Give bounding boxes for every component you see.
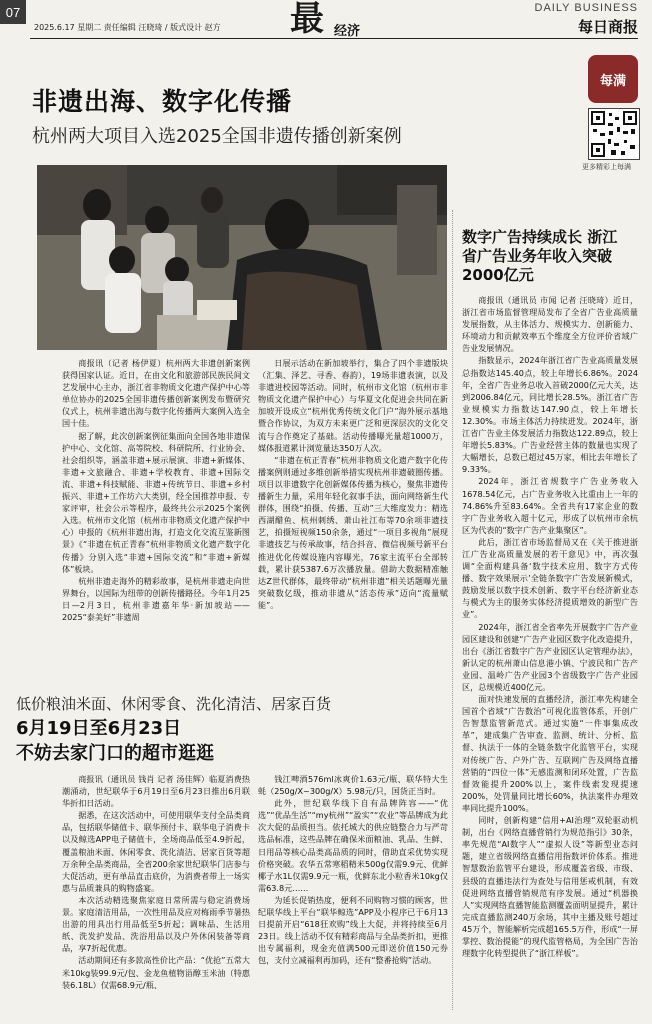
second-story-headline-line1: 6月19日至6月23日: [16, 718, 182, 739]
section-logo-zui: 最: [290, 0, 324, 39]
paragraph: 此外，世纪联华线下自有品牌阵容——“优选”“优品生活”“my杭州”“盈实”“农业”等品牌成为此次大促的品质担当。依托城大的供应链整合力与严苛选品标准，这些品牌在确保米面粮油、乳品、生鲜、日用品等核心品类高品质的同时，借助直采优势实现价格突破。农华五常寒稻精米500g仅需9.9元、优鲜椰子水1L仅需9.9元一瓶，优鲜东北小粒香米10kg仅需63.8元……: [258, 798, 448, 893]
paragraph: 日展示活动在新加坡举行，集合了四个非遗版块（汇集、泽艺、寻香、春韵），19场非遗表演，以及非遗进校园等活动。同时，杭州市文化馆（杭州市非物质文化遗产保护中心）与华夏文化促进会共同在新加坡开设成立“杭州优秀传统文化门户”海外展示基地暨合作协议，为双方未来更广泛和更深层次的文化交流与合作奠定了基础。活动传播曝光量超1000万，媒体报道累计浏览量达350万人次。: [258, 358, 448, 453]
second-story-column-2: [258, 773, 448, 1018]
paragraph: 杭州非遗走海外的精彩故事，是杭州非遗走向世界舞台，以国际为纽带的创新传播路径。今年1月25日—2月3日，杭州非遗嘉年华·新加坡站——2025“泰美好”非遗周: [62, 575, 250, 622]
paragraph: 活动期间还有多款高性价比产品：“优抢”五常大米10kg装99.9元/包、金龙鱼植物甾醇玉米油（特惠装6.18L）仅需68.9元/瓶、: [62, 955, 250, 990]
paragraph: 面对快速发展的直播经济，浙江率先构建全国首个省域“广告数治”可视化监管体系，开创广告智慧监管新范式。通过实施“一件事集成改革”，建成集广告审查、监测、统计、分析、监督、执法于一体的全链条数字化监管平台，实现对传统广告、户外广告、互联网广告及网络直播营销的“四位一体”无感监测和闭环处置，广告监督效能提升200%以上，案件线索发现提速200%，处罚量同比增长60%，执法案件办理效率同比提升100%。: [462, 694, 638, 813]
paragraph: 指数显示，2024年浙江省广告业高质量发展总指数达145.40点，较上年增长6.86%。2024年，全省广告业务总收入首破2000亿元大关，达到2006.84亿元，同比增长28.5%。浙江省广告业规模实力指数达147.90点，较上年增长12.30%。市场主体活力持续迸发。2024年，浙江省广告业主体发展活力指数达122.89点，较上年增长5.83%。广告业经营主体的数量也实现了大幅增长，总数已超过45万家，相比去年增长了9.33%。: [462, 355, 638, 475]
paragraph: 2024年，浙江省规数字广告业务收入1678.54亿元，占广告业务收入比重由上一年的74.86%升至83.64%。全省共有17家企业的数字广告业务收入超十亿元，形成了以杭州市余杭区为代表的“数字广告产业集聚区”。: [462, 476, 638, 535]
paragraph: 据悉，在这次活动中，可使用联华支付全品类商品，包括联华储值卡、联华预付卡、联华电子消费卡以及鲸选APP电子储值卡，全场商品低至4.9折起，覆盖粮油米面、休闲零食、洗化清洁、居家百货等超万余种全品类商品，全省200余家世纪联华门店参与大促活动，更有单品直击底价，为消费者带上一场实惠与品质兼具的购物盛宴。: [62, 810, 250, 893]
paragraph: 为延长促销热度，便利不同购物习惯的顾客，世纪联华线上平台“联华鲸选”APP及小程序已于6月13日提前开启“618狂欢购”线上大促，并将持续至6月23日。线上活动不仅有精彩商品与全品类折扣，更推出专属福利，现金充值满500元即送价值150元券包，支付立减福利再加码，还有“整番抢购”活动。: [258, 894, 448, 966]
qr-code-icon: [588, 108, 640, 160]
paragraph: 钱江啤酒576ml冰爽价1.63元/瓶、联华特大生蚝（250g/X~300g/X）5.98元/只，国货正当时。: [258, 774, 448, 797]
second-story-subheadline: 低价粮油米面、休闲零食、洗化清洁、居家百货: [16, 695, 332, 713]
lead-story-column-2: [258, 357, 448, 692]
paragraph: 此后，浙江省市场监督局又在《关于推进浙江广告业高质量发展的若干意见》中，再次强调“全面构建具备‘数字技术应用、数字方式传播、数字效果展示’全链条数字广告发展新模式，鼓励发展以数字技术创新、数字平台经济新业态与模式为主的服务实体经济提质增效的新型广告业”。: [462, 536, 638, 620]
paragraph: “非遗在杭正青春”杭州非物质文化遗产数字化传播案例则通过多维创新举措实现杭州非遗破圈传播。项目以非遗数字化创新媒体传播为核心，聚焦非遗传播新生力量，采用年轻化叙事手法，面向网络新生代群体，围绕“拍摄、传播、互动”三大维度发力：精选西湖醋鱼、杭州刺绣、萧山社江布等70余项非遗技艺，拍摄短视频150余条，通过“一项目多视角”展现非遗技艺与传承故事，结合抖音、微信视频号新平台推进优化传媒设施内容曝光，76家主流平台全部转载，累计获5387.6万次播放量。借助大数据精准触达Z世代群体，最终带动“杭州非遗”相关话题曝光量突破数亿级，推动非遗从“活态传承”迈向“流量赋能”。: [258, 454, 448, 610]
right-story-body: [462, 294, 638, 1002]
paragraph: 据了解，此次创新案例征集面向全国各地非遗保护中心、文化馆、高等院校、科研院所、行业协会、社会组织等，涵盖非遗+展示展演、非遗+新媒体、非遗+文旅融合、非遗+学校教育、非遗+国际交流、非遗+科技赋能、非遗+传统节日、非遗+乡村振兴、非遗+工作坊六大类别，经全国推荐申报、专家评审，社会公示等程序，最终共公示2025个案例入选。杭州市文化馆（杭州市非物质文化遗产保护中心）申报的《杭州非遗出海，打造文化交流互鉴新图景》《“非遗在杭正青春”杭州非物质文化遗产数字化传播》分别入选“非遗+国际交流”和“非遗+新媒体”板块。: [62, 430, 250, 574]
section-name: 经济: [334, 24, 361, 39]
paragraph: 同时，创新构建“信用+AI治理”双轮驱动机制，出台《网络直播营销行为规范指引》30条，率先规范“AI数字人”“虚拟人设”等新型业态问题，建立省级网络直播信用指数评价体系。推进智慧数治监管平台建设，形成覆盖省级、市级、县级的直播违法行为查处与信用惩戒机制，有效促进网络直播营销规范有序发展。通过“机器换人”实现网络直播智能监测覆盖面明显提升，累计完成直播监测240万余场，其中主播及账号超过45万个，智能解析完成超165.5万件，形成“一屏掌控、数治提能”的现代监管格局，为全国广告治理数字化转型提供了“浙江样板”。: [462, 815, 638, 959]
paper-name: 每日商报: [577, 18, 638, 36]
right-story-headline: 数字广告持续成长 浙江省广告业务年收入突破2000亿元: [462, 228, 618, 284]
paragraph: 商报讯（通讯员 市闻 记者 汪晓琦）近日，浙江省市场监督管理局发布了全省广告业高质量发展指数，从主体活力、规模实力、创新能力、环境动力和贡献效率五个维度全方位评价省域广告业发展情况。: [462, 295, 638, 354]
issue-info: 2025.6.17 星期二 责任编辑 汪晓琦 / 版式设计 赵方: [34, 23, 221, 32]
lead-subheadline: 杭州两大项目入选2025全国非遗传播创新案例: [32, 126, 402, 147]
page-number: 07: [0, 0, 26, 24]
lead-headline: 非遗出海、数字化传播: [32, 87, 293, 116]
paragraph: 商报讯（通讯员 钱肖 记者 汤佳辉）临夏消费热潮涌动，世纪联华于6月19日至6月23日推出6月联华折扣日活动。: [62, 774, 250, 809]
paragraph: 商报讯（记者 杨伊夏）杭州两大非遗创新案例获得国家认证。近日，在由文化和旅游部民族民间文艺发展中心主办，浙江省非物质文化遗产保护中心等单位协办的2025全国非遗传播创新案例发布暨研究仪式上，杭州非遗出海与数字化传播两大案例入选全国十佳。: [62, 358, 250, 429]
column-divider: [452, 210, 453, 1010]
second-story-headline-line2: 不妨去家门口的超市逛逛: [16, 743, 214, 764]
second-story-column-1: [62, 773, 250, 1018]
qr-caption: 更多精彩上每满: [582, 163, 631, 171]
lead-photo: [37, 165, 447, 350]
app-logo[interactable]: 每满: [588, 55, 638, 103]
paragraph: 本次活动精选聚焦家庭日常所需与稳定消费场景。家庭清洁用品，一次性用品及应对梅雨季节暑热出游的用具出行用品低至5折起；调味品、生活用纸、洗发护发品、洗浴用品以及户外休闲装备等商品，享7折起优惠。: [62, 894, 250, 954]
paper-name-english: DAILY BUSINESS: [534, 2, 638, 14]
paragraph: 2024年，浙江省全省率先开展数字广告产业园区建设和创建“广告产业园区数字化改造提升，出台《浙江省数字广告产业园区认定管理办法》，新认定的杭州萧山信息港小镇、宁波民和广告产业园、温岭广告产业园3个省级数字广告产业园区，总规模近400亿元。: [462, 621, 638, 692]
lead-story-column-1: [62, 357, 250, 692]
